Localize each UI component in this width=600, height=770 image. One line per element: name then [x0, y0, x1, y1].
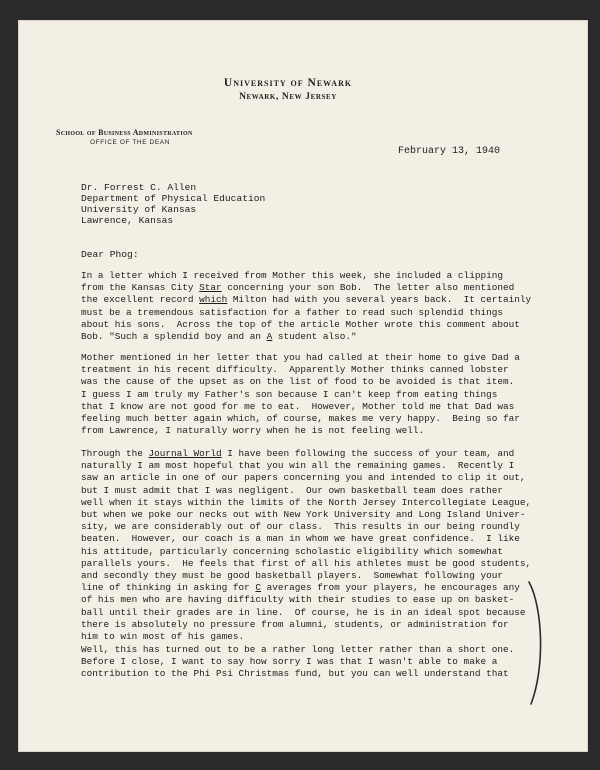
- paragraph-line: about his sons. Across the top of the article Mother wrote this comment about: [81, 318, 520, 330]
- underlined-text: which: [199, 294, 228, 306]
- paragraph-4: [81, 644, 559, 681]
- handwritten-bracket-mark: [525, 578, 551, 708]
- paragraph-line: but when we poke our necks out with New York University and Long Island Univer-: [81, 509, 526, 521]
- underlined-text: C: [255, 582, 262, 594]
- paragraph-line: Through the Journal World I have been following the success of your team, and: [81, 448, 515, 459]
- paragraph-line: In a letter which I received from Mother this week, she included a clipping: [81, 270, 503, 281]
- letter-date: February 13, 1940: [398, 146, 501, 157]
- paragraph-line: well when it stays within the limits of the North Jersey Intercollegiate League,: [81, 496, 532, 508]
- paragraph-line: Bob. "Such a splendid boy and an A student also.": [81, 331, 357, 343]
- paragraph-line: feeling much better again which, of course, makes me very happy. Being so far: [81, 413, 520, 425]
- recipient-department: Department of Physical Education: [81, 193, 266, 204]
- paragraph-1: [81, 270, 559, 343]
- letterhead-location: Newark, New Jersey: [239, 92, 337, 102]
- paragraph-line: Mother mentioned in her letter that you had called at their home to give Dad a: [81, 352, 520, 363]
- letterhead-office: OFFICE OF THE DEAN: [90, 139, 171, 146]
- underlined-text: A: [266, 331, 273, 343]
- paragraph-line: line of thinking in asking for C averages from your players, he encourages any: [81, 582, 520, 594]
- paragraph-line: naturally I am most hopeful that you win all the remaining games. Recently I: [81, 460, 515, 472]
- paragraph-line: Before I close, I want to say how sorry I was that I wasn't able to make a: [81, 656, 498, 668]
- letterhead-university: University of Newark: [223, 77, 353, 89]
- paragraph-line: I guess I am truly my Father's son because I can't keep from eating things: [81, 388, 498, 400]
- recipient-city: Lawrence, Kansas: [81, 215, 174, 226]
- paragraph-line: from the Kansas City Star concerning your son Bob. The letter also mentioned: [81, 282, 515, 294]
- paragraph-line: of his men who are having difficulty with their studies to ease up on basket-: [81, 594, 515, 606]
- paragraph-line: there is absolutely no pressure from alumni, students, or administration for: [81, 618, 509, 630]
- letter-page: [18, 20, 588, 752]
- paragraph-line: treatment in his recent difficulty. Apparently Mother thinks canned lobster: [81, 364, 509, 376]
- paragraph-line: and secondly they must be good basketball players. Somewhat following your: [81, 570, 503, 582]
- paragraph-line: him to win most of his games.: [81, 631, 245, 643]
- paragraph-line: the excellent record which Milton had with you several years back. It certainly: [81, 294, 532, 306]
- paragraph-line: must be a tremendous satisfaction for a father to read such splendid things: [81, 306, 503, 318]
- paragraph-line: was the cause of the upset as on the list of food to be avoided is that item.: [81, 376, 515, 388]
- paragraph-line: but I must admit that I was negligent. Our own basketball team does rather: [81, 484, 503, 496]
- underlined-text: Journal World: [148, 448, 222, 459]
- recipient-name: Dr. Forrest C. Allen: [81, 182, 197, 193]
- paragraph-line: contribution to the Phi Psi Christmas fund, but you can well understand that: [81, 668, 509, 680]
- underlined-text: Star: [199, 282, 222, 294]
- paragraph-3: [81, 448, 559, 643]
- letterhead-school: School of Business Administration: [56, 128, 193, 137]
- paragraph-2: [81, 352, 559, 437]
- paragraph-line: his attitude, particularly concerning scholastic eligibility which somewhat: [81, 545, 503, 557]
- paragraph-line: beaten. However, our coach is a man in whom we have great confidence. I like: [81, 533, 520, 545]
- paragraph-line: from Lawrence, I naturally worry when he is not feeling well.: [81, 425, 425, 437]
- paragraph-line: saw an article in one of our papers concerning you and intended to clip it out,: [81, 472, 526, 484]
- salutation: Dear Phog:: [81, 249, 139, 260]
- paragraph-line: Well, this has turned out to be a rather long letter rather than a short one.: [81, 644, 515, 655]
- paragraph-line: parallels yours. He feels that first of all his athletes must be good students,: [81, 557, 532, 569]
- paragraph-line: sity, we are considerably out of our class. This results in our being roundly: [81, 521, 520, 533]
- paragraph-line: that I know are not good for me to eat. However, Mother told me that Dad was: [81, 400, 515, 412]
- recipient-institution: University of Kansas: [81, 204, 197, 215]
- recipient-address: [81, 182, 265, 226]
- paragraph-line: ball until their grades are in line. Of course, he is in an ideal spot because: [81, 606, 526, 618]
